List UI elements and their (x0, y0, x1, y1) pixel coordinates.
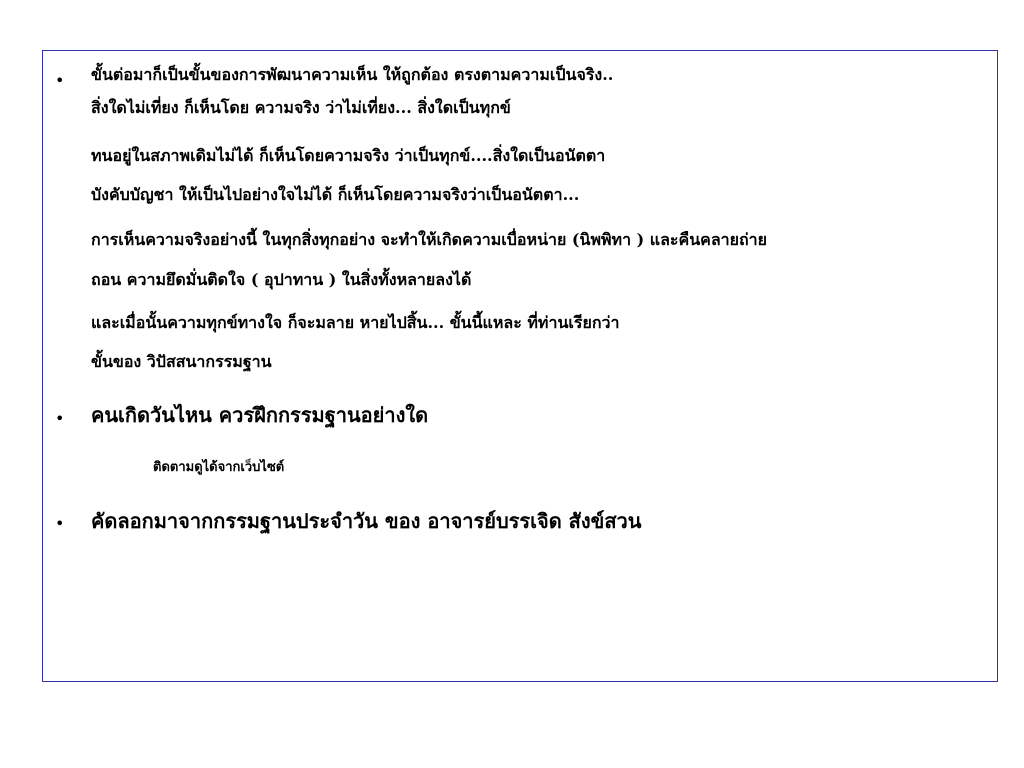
paragraph1-line-4: บังคับบัญชา ให้เป็นไปอย่างใจไม่ได้ ก็เห็นโดยความจริงว่าเป็นอนัตตา... (91, 185, 580, 204)
bullet2-subtext: ติดตามดูได้จากเว็บไซต์ (153, 460, 285, 475)
paragraph1-line-3: ทนอยู่ในสภาพเดิมไม่ได้ ก็เห็นโดยความจริง ว่าเป็นทุกข์....สิ่งใดเป็นอนัตตา (91, 146, 606, 165)
paragraph1-line-8: ขั้นของ วิปัสสนากรรมฐาน (91, 352, 272, 371)
paragraph1-line-5: การเห็นความจริงอย่างนี้ ในทุกสิ่งทุกอย่าง จะทำให้เกิดความเบื่อหน่าย (นิพพิทา ) และคืนคลายถ่าย (91, 230, 768, 249)
bullet-marker-1: • (55, 71, 65, 90)
bullet2-heading: คนเกิดวันไหน ควรฝึกกรรมฐานอย่างใด (91, 403, 429, 427)
paragraph1-line-6: ถอน ความยึดมั่นติดใจ ( อุปาทาน ) ในสิ่งทั้งหลายลงได้ (91, 270, 472, 289)
paragraph1-line-7: และเมื่อนั้นความทุกข์ทางใจ ก็จะมลาย หายไปสิ้น... ขั้นนี้แหละ ที่ท่านเรียกว่า (91, 313, 620, 332)
bullet-marker-2: • (55, 409, 65, 428)
bullet-marker-3: • (55, 514, 65, 533)
paragraph1-line-2: สิ่งใดไม่เที่ยง ก็เห็นโดย ความจริง ว่าไม่เที่ยง... สิ่งใดเป็นทุกข์ (91, 98, 511, 117)
bullet3-heading: คัดลอกมาจากกรรมฐานประจำวัน ของ อาจารย์บรรเจิด สังข์สวน (91, 509, 642, 533)
content-box (42, 50, 998, 682)
paragraph1-line-1: ขั้นต่อมาก็เป็นขั้นของการพัฒนาความเห็น ให้ถูกต้อง ตรงตามความเป็นจริง.. (91, 65, 614, 84)
